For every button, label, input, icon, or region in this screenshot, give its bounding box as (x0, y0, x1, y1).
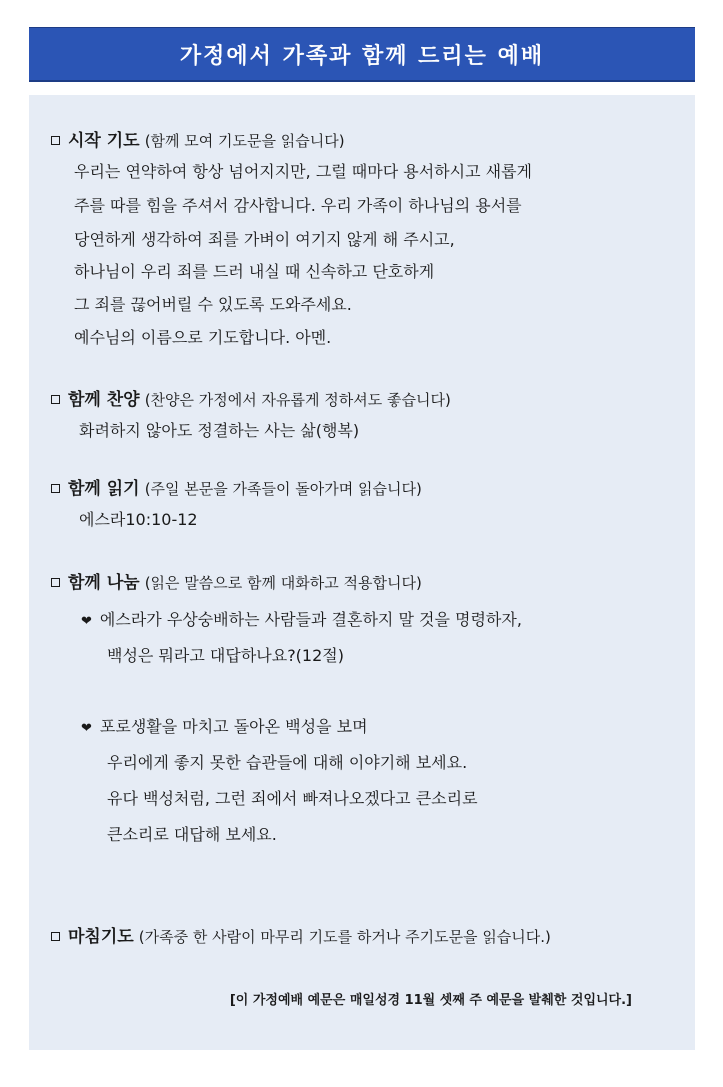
section-opening-heading (51, 130, 345, 152)
page-title: 가정에서 가족과 함께 드리는 예배 (179, 43, 545, 69)
checkbox-square-icon (51, 932, 60, 941)
prayer-line: 그 죄를 끊어버릴 수 있도록 도와주세요. (74, 295, 352, 314)
content-panel (29, 95, 695, 1050)
section-title: 함께 찬양 (68, 390, 140, 410)
checkbox-square-icon (51, 395, 60, 404)
checkbox-square-icon (51, 484, 60, 493)
scripture-reference: 에스라10:10-12 (79, 510, 198, 529)
section-title: 마침기도 (68, 927, 134, 947)
section-closing-heading (51, 926, 551, 948)
section-note: (주일 본문을 가족들이 돌아가며 읽습니다) (144, 480, 422, 498)
question-continuation: 유다 백성처럼, 그런 죄에서 빠져나오겠다고 큰소리로 (107, 789, 478, 808)
prayer-line: 주를 따를 힘을 주셔서 감사합니다. 우리 가족이 하나님의 용서를 (74, 196, 522, 215)
sharing-question-2 (81, 716, 368, 740)
section-reading-heading (51, 478, 422, 500)
question-text: 에스라가 우상숭배하는 사람들과 결혼하지 말 것을 명령하자, (99, 610, 522, 629)
prayer-line: 우리는 연약하여 항상 넘어지지만, 그럴 때마다 용서하시고 새롭게 (74, 162, 533, 181)
section-note: (함께 모여 기도문을 읽습니다) (144, 132, 345, 150)
prayer-line: 예수님의 이름으로 기도합니다. 아멘. (74, 328, 332, 347)
section-title: 함께 읽기 (68, 479, 140, 499)
question-text: 포로생활을 마치고 돌아온 백성을 보며 (99, 717, 368, 736)
prayer-line: 당연하게 생각하여 죄를 가벼이 여기지 않게 해 주시고, (74, 230, 455, 249)
praise-song: 화려하지 않아도 정결하는 사는 삶(행복) (79, 421, 360, 440)
section-note: (찬양은 가정에서 자유롭게 정하셔도 좋습니다) (144, 391, 451, 409)
question-continuation: 백성은 뭐라고 대답하나요?(12절) (107, 646, 344, 665)
section-praise-heading (51, 389, 451, 411)
section-note: (가족중 한 사람이 마무리 기도를 하거나 주기도문을 읽습니다.) (138, 928, 551, 946)
question-continuation: 우리에게 좋지 못한 습관들에 대해 이야기해 보세요. (107, 753, 468, 772)
section-title: 함께 나눔 (68, 573, 140, 593)
heart-icon: ❤ (81, 721, 92, 736)
heart-icon: ❤ (81, 614, 92, 629)
checkbox-square-icon (51, 578, 60, 587)
section-title: 시작 기도 (68, 131, 140, 151)
checkbox-square-icon (51, 136, 60, 145)
section-sharing-heading (51, 572, 422, 594)
section-note: (읽은 말씀으로 함께 대화하고 적용합니다) (144, 574, 422, 592)
question-continuation: 큰소리로 대답해 보세요. (107, 825, 277, 844)
source-footnote: [이 가정예배 예문은 매일성경 11월 셋째 주 예문을 발췌한 것입니다.] (229, 993, 632, 1008)
title-banner (29, 27, 695, 82)
prayer-line: 하나님이 우리 죄를 드러 내실 때 신속하고 단호하게 (74, 262, 435, 281)
sharing-question-1 (81, 609, 522, 633)
